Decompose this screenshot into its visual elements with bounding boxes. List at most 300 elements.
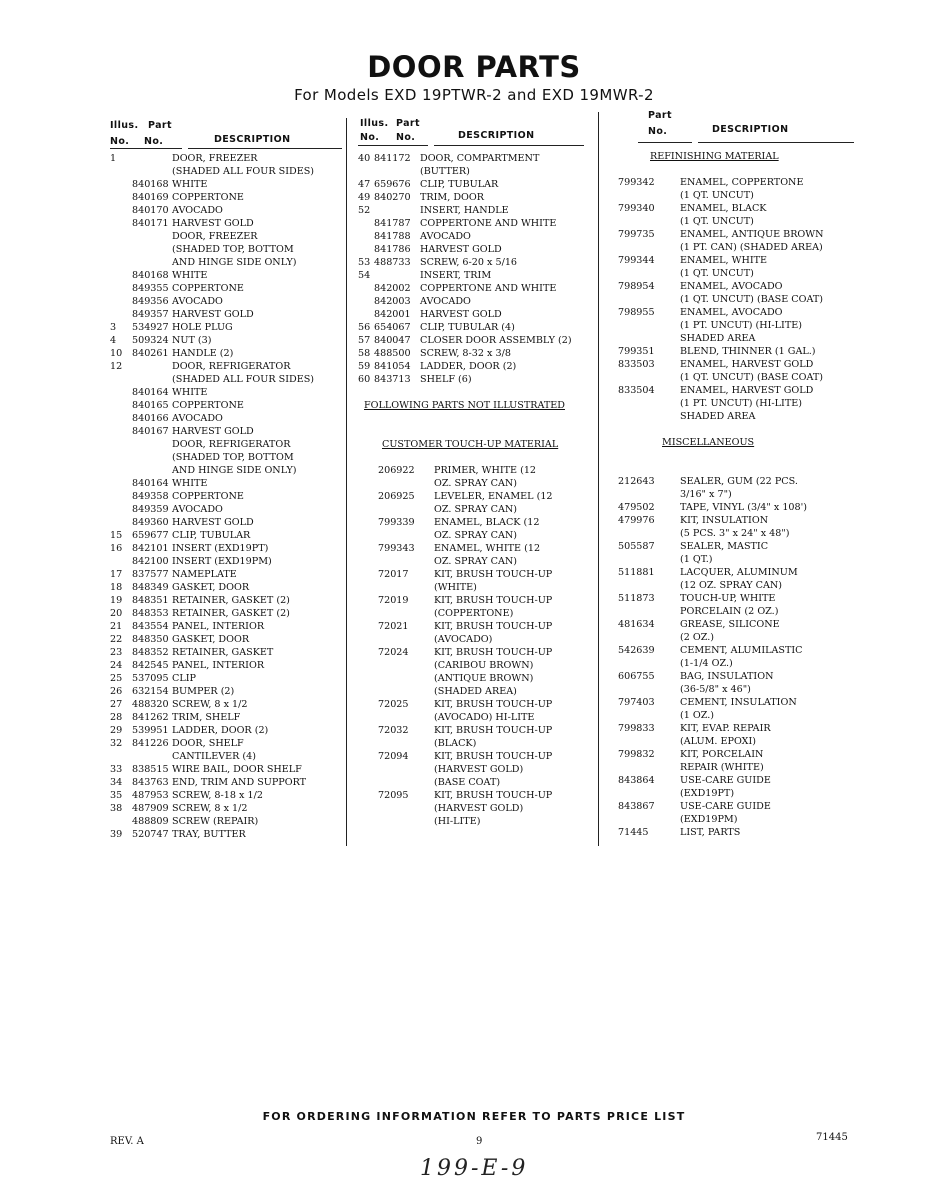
part-row [618,384,856,397]
part-row [618,696,856,709]
part-description: (SHADED AREA) [434,686,517,697]
part-row [110,607,342,620]
part-number [374,204,420,217]
part-description: TOUCH-UP, WHITE [680,593,776,604]
part-number: 841788 [374,231,411,242]
part-description: GASKET, DOOR [172,634,250,645]
part-number: 840047 [374,335,411,346]
illus-label: Illus. [360,118,389,129]
page-number: 9 [476,1136,483,1147]
part-description: TRIM, DOOR [420,192,484,203]
part-row [110,477,342,490]
part-row [358,269,588,282]
part-row [110,633,342,646]
touchup-list [358,464,588,828]
part-number: 72032 [378,725,409,736]
part-description: (COPPERTONE) [434,608,514,619]
ordering-note: FOR ORDERING INFORMATION REFER TO PARTS PRICE LIST [262,1110,686,1123]
part-row [618,488,856,501]
part-row [110,490,342,503]
part-description: (1 QT. UNCUT) [680,268,754,279]
part-number: 840171 [132,218,169,229]
part-description: (1 QT. UNCUT) [680,216,754,227]
part-row [358,802,588,815]
part-row [110,516,342,529]
description-label: DESCRIPTION [458,130,535,141]
illus-number: 21 [110,621,123,632]
illus-number [110,178,132,191]
description-label: DESCRIPTION [712,124,789,135]
illus-number: 28 [110,712,123,723]
part-number: 534927 [132,322,169,333]
part-description: KIT, BRUSH TOUCH-UP [434,751,553,762]
part-number: 837577 [132,569,169,580]
part-number: 799344 [618,255,655,266]
part-label: Part [648,110,672,121]
part-row [110,256,342,269]
part-description: OZ. SPRAY CAN) [434,556,518,567]
part-description: KIT, PORCELAIN [680,749,764,760]
part-description: WHITE [172,478,208,489]
part-number: 606755 [618,671,655,682]
illus-number [110,451,132,464]
part-description: WHITE [172,387,208,398]
part-description: (1-1/4 OZ.) [680,658,733,669]
part-number [618,410,680,423]
no-label: No. [360,132,380,143]
part-number: 520747 [132,829,169,840]
part-number: 654067 [374,322,411,333]
refinish-heading: REFINISHING MATERIAL [650,151,779,162]
part-row [618,735,856,748]
part-description: ENAMEL, HARVEST GOLD [680,385,814,396]
part-description: CEMENT, INSULATION [680,697,797,708]
part-row [358,620,588,633]
part-description: AVOCADO [420,296,471,307]
part-number: 505587 [618,541,655,552]
part-number: 799832 [618,749,655,760]
part-number: 849358 [132,491,169,502]
part-row [618,644,856,657]
illus-number [110,412,132,425]
part-number: 72094 [378,751,409,762]
part-description: COPPERTONE AND WHITE [420,218,557,229]
part-row [358,724,588,737]
part-number: 838515 [132,764,169,775]
part-number [618,488,680,501]
part-number [132,152,172,165]
part-number: 799351 [618,346,655,357]
part-row [110,334,342,347]
part-row [110,802,342,815]
illus-number: 47 [358,179,371,190]
part-description: HARVEST GOLD [420,244,502,255]
part-description: KIT, INSULATION [680,515,769,526]
part-description: HARVEST GOLD [172,309,254,320]
part-description: REPAIR (WHITE) [680,762,764,773]
part-description: AND HINGE SIDE ONLY) [172,257,297,268]
part-row [358,256,588,269]
part-number [132,373,172,386]
part-row [358,737,588,750]
part-description: (1 QT.) [680,554,713,565]
no-label: No. [396,132,416,143]
column-header [110,118,342,152]
part-description: DOOR, REFRIGERATOR [172,361,291,372]
part-number: 849359 [132,504,169,515]
part-number [618,332,680,345]
part-number: 799340 [618,203,655,214]
part-row [618,579,856,592]
part-row [618,215,856,228]
no-label: No. [144,136,164,147]
part-description: (ANTIQUE BROWN) [434,673,534,684]
illus-number [110,750,132,763]
illus-number: 32 [110,738,123,749]
part-row [358,334,588,347]
illus-number [358,282,374,295]
part-number: 842101 [132,543,169,554]
part-row [110,243,342,256]
part-row [110,659,342,672]
illus-number: 26 [110,686,123,697]
part-number: 833504 [618,385,655,396]
part-description: (BUTTER) [420,166,470,177]
part-description: AVOCADO [172,296,223,307]
part-number [358,607,434,620]
part-row [358,282,588,295]
illus-number: 40 [358,153,371,164]
part-row [358,308,588,321]
part-description: SCREW, 8 x 1/2 [172,803,248,814]
illus-number: 16 [110,543,123,554]
part-number: 840261 [132,348,169,359]
part-row [110,568,342,581]
part-number: 849360 [132,517,169,528]
part-row [358,581,588,594]
part-description: AVOCADO [172,413,223,424]
part-description: KIT, BRUSH TOUCH-UP [434,699,553,710]
part-row [618,605,856,618]
part-row [358,711,588,724]
part-row [618,397,856,410]
part-description: SHADED AREA [680,411,756,422]
part-row [618,826,856,839]
part-row [358,321,588,334]
part-row [110,776,342,789]
part-number: 848353 [132,608,169,619]
part-number [358,555,434,568]
illus-number: 58 [358,348,371,359]
part-number: 840167 [132,426,169,437]
part-number: 487953 [132,790,169,801]
part-description: CLIP, TUBULAR [172,530,251,541]
part-row [618,228,856,241]
part-number [358,529,434,542]
part-number: 542639 [618,645,655,656]
illus-number [358,243,374,256]
column-divider-1 [346,118,347,846]
part-row [110,438,342,451]
illus-number: 24 [110,660,123,671]
part-row [618,514,856,527]
part-number [618,189,680,202]
document-number: 71445 [816,1132,848,1143]
part-row [358,464,588,477]
part-number: 840166 [132,413,169,424]
part-description: OZ. SPRAY CAN) [434,530,518,541]
part-number [618,319,680,332]
illus-number [110,490,132,503]
part-number [618,553,680,566]
illus-number: 53 [358,257,371,268]
revision-label: REV. A [110,1136,144,1147]
part-number [618,813,680,826]
part-row [618,813,856,826]
illus-number [110,425,132,438]
part-number: 840165 [132,400,169,411]
parts-column-1 [110,118,342,841]
part-description: KIT, BRUSH TOUCH-UP [434,569,553,580]
part-description: SHADED AREA [680,333,756,344]
part-number [132,360,172,373]
part-description: DOOR, SHELF [172,738,244,749]
part-number: 72024 [378,647,409,658]
part-row [358,633,588,646]
part-number [132,750,172,763]
part-description: CLIP [172,673,196,684]
part-description: END, TRIM AND SUPPORT [172,777,307,788]
part-row [618,761,856,774]
illus-number [110,295,132,308]
part-description: (36-5/8" x 46") [680,684,751,695]
part-description: (AVOCADO) HI-LITE [434,712,535,723]
part-description: (1 PT. UNCUT) (HI-LITE) [680,398,802,409]
part-number: 479502 [618,502,655,513]
part-description: COPPERTONE [172,491,244,502]
part-row [110,685,342,698]
illus-number [110,191,132,204]
part-row [110,737,342,750]
part-description: NAMEPLATE [172,569,237,580]
illus-number: 49 [358,192,371,203]
part-description: DOOR, COMPARTMENT [420,153,540,164]
column-header [358,118,588,152]
part-row [618,787,856,800]
part-row [358,659,588,672]
part-row [358,490,588,503]
part-description: (BLACK) [434,738,477,749]
part-row [358,789,588,802]
illus-number: 38 [110,803,123,814]
part-description: KIT, BRUSH TOUCH-UP [434,595,553,606]
part-row [618,319,856,332]
part-row [358,646,588,659]
part-number [374,269,420,282]
illus-number: 4 [110,335,117,346]
part-description: (WHITE) [434,582,477,593]
part-row [618,748,856,761]
part-number: 840170 [132,205,169,216]
part-number: 488500 [374,348,411,359]
part-row [618,332,856,345]
page-title: DOOR PARTS [367,50,581,84]
part-number: 842001 [374,309,411,320]
illus-number: 20 [110,608,123,619]
part-description: (1 PT. UNCUT) (HI-LITE) [680,320,802,331]
illus-number [110,308,132,321]
part-description: INSERT (EXD19PT) [172,543,269,554]
part-row [618,371,856,384]
part-number: 799339 [378,517,415,528]
illus-number [358,308,374,321]
part-label: Part [396,118,420,129]
illus-number [110,503,132,516]
part-number: 481634 [618,619,655,630]
part-row [358,594,588,607]
illus-number: 3 [110,322,117,333]
part-description: AND HINGE SIDE ONLY) [172,465,297,476]
part-row [358,555,588,568]
illus-number: 1 [110,153,117,164]
part-description: CLOSER DOOR ASSEMBLY (2) [420,335,572,346]
part-row [110,152,342,165]
illus-number [110,269,132,282]
part-row [618,566,856,579]
part-description: ENAMEL, HARVEST GOLD [680,359,814,370]
illus-number: 56 [358,322,371,333]
part-row [358,243,588,256]
part-row [110,828,342,841]
part-row [618,267,856,280]
part-row [110,282,342,295]
part-description: COPPERTONE [172,400,244,411]
part-description: KIT, EVAP. REPAIR [680,723,771,734]
part-description: OZ. SPRAY CAN) [434,478,518,489]
part-description: (1 QT. UNCUT) (BASE COAT) [680,294,824,305]
part-description: WIRE BAIL, DOOR SHELF [172,764,302,775]
part-row [618,254,856,267]
part-description: SCREW, 8-32 x 3/8 [420,348,511,359]
part-number: 72021 [378,621,409,632]
part-row [110,269,342,282]
part-number: 843763 [132,777,169,788]
part-number [132,451,172,464]
part-row [618,592,856,605]
part-row [358,763,588,776]
part-row [618,527,856,540]
illus-number: 25 [110,673,123,684]
part-number: 72019 [378,595,409,606]
part-description: LACQUER, ALUMINUM [680,567,798,578]
part-number [618,787,680,800]
part-row [618,358,856,371]
part-row [110,321,342,334]
part-description: PANEL, INTERIOR [172,621,265,632]
part-row [358,360,588,373]
part-row [618,657,856,670]
part-number: 840168 [132,270,169,281]
part-description: RETAINER, GASKET (2) [172,608,290,619]
part-number [618,215,680,228]
part-description: (EXD19PT) [680,788,735,799]
illus-number [110,438,132,451]
illus-number [110,217,132,230]
illus-number [110,815,132,828]
part-number [618,735,680,748]
part-number: 539951 [132,725,169,736]
part-row [618,722,856,735]
illus-number: 59 [358,361,371,372]
part-number: 511881 [618,567,655,578]
part-description: SCREW, 8 x 1/2 [172,699,248,710]
part-row [358,750,588,763]
part-description: GASKET, DOOR [172,582,250,593]
part-number: 849357 [132,309,169,320]
part-label: Part [148,120,172,131]
part-row [110,412,342,425]
part-number: 798954 [618,281,655,292]
part-row [618,501,856,514]
touchup-heading: CUSTOMER TOUCH-UP MATERIAL [382,439,559,450]
part-row [618,202,856,215]
part-row [358,529,588,542]
illus-number: 57 [358,335,371,346]
part-description: SHELF (6) [420,374,472,385]
illus-number: 22 [110,634,123,645]
part-number: 72095 [378,790,409,801]
part-description: HARVEST GOLD [172,517,254,528]
part-description: DOOR, REFRIGERATOR [172,439,291,450]
part-number [132,438,172,451]
illus-number [110,555,132,568]
part-row [618,553,856,566]
illus-number [110,399,132,412]
part-number [618,293,680,306]
part-number: 212643 [618,476,655,487]
part-row [110,503,342,516]
part-row [110,425,342,438]
part-description: BLEND, THINNER (1 GAL.) [680,346,816,357]
part-number [132,256,172,269]
part-row [618,709,856,722]
parts-column-3 [618,110,856,839]
part-description: DOOR, FREEZER [172,231,258,242]
part-row [358,373,588,386]
illus-number: 15 [110,530,123,541]
part-number [618,241,680,254]
part-description: HARVEST GOLD [420,309,502,320]
part-number: 488320 [132,699,169,710]
illus-number: 35 [110,790,123,801]
part-description: HOLE PLUG [172,322,233,333]
part-number: 840168 [132,179,169,190]
illus-number: 33 [110,764,123,775]
illus-number: 39 [110,829,123,840]
part-number [358,503,434,516]
illus-number: 23 [110,647,123,658]
part-description: CANTILEVER (4) [172,751,257,762]
part-row [358,217,588,230]
part-row [110,594,342,607]
part-number: 848352 [132,647,169,658]
part-description: (5 PCS. 3" x 24" x 48") [680,528,790,539]
illus-number [110,204,132,217]
part-description: SCREW (REPAIR) [172,816,259,827]
part-number: 842100 [132,556,169,567]
illus-number [358,217,374,230]
part-row [618,631,856,644]
